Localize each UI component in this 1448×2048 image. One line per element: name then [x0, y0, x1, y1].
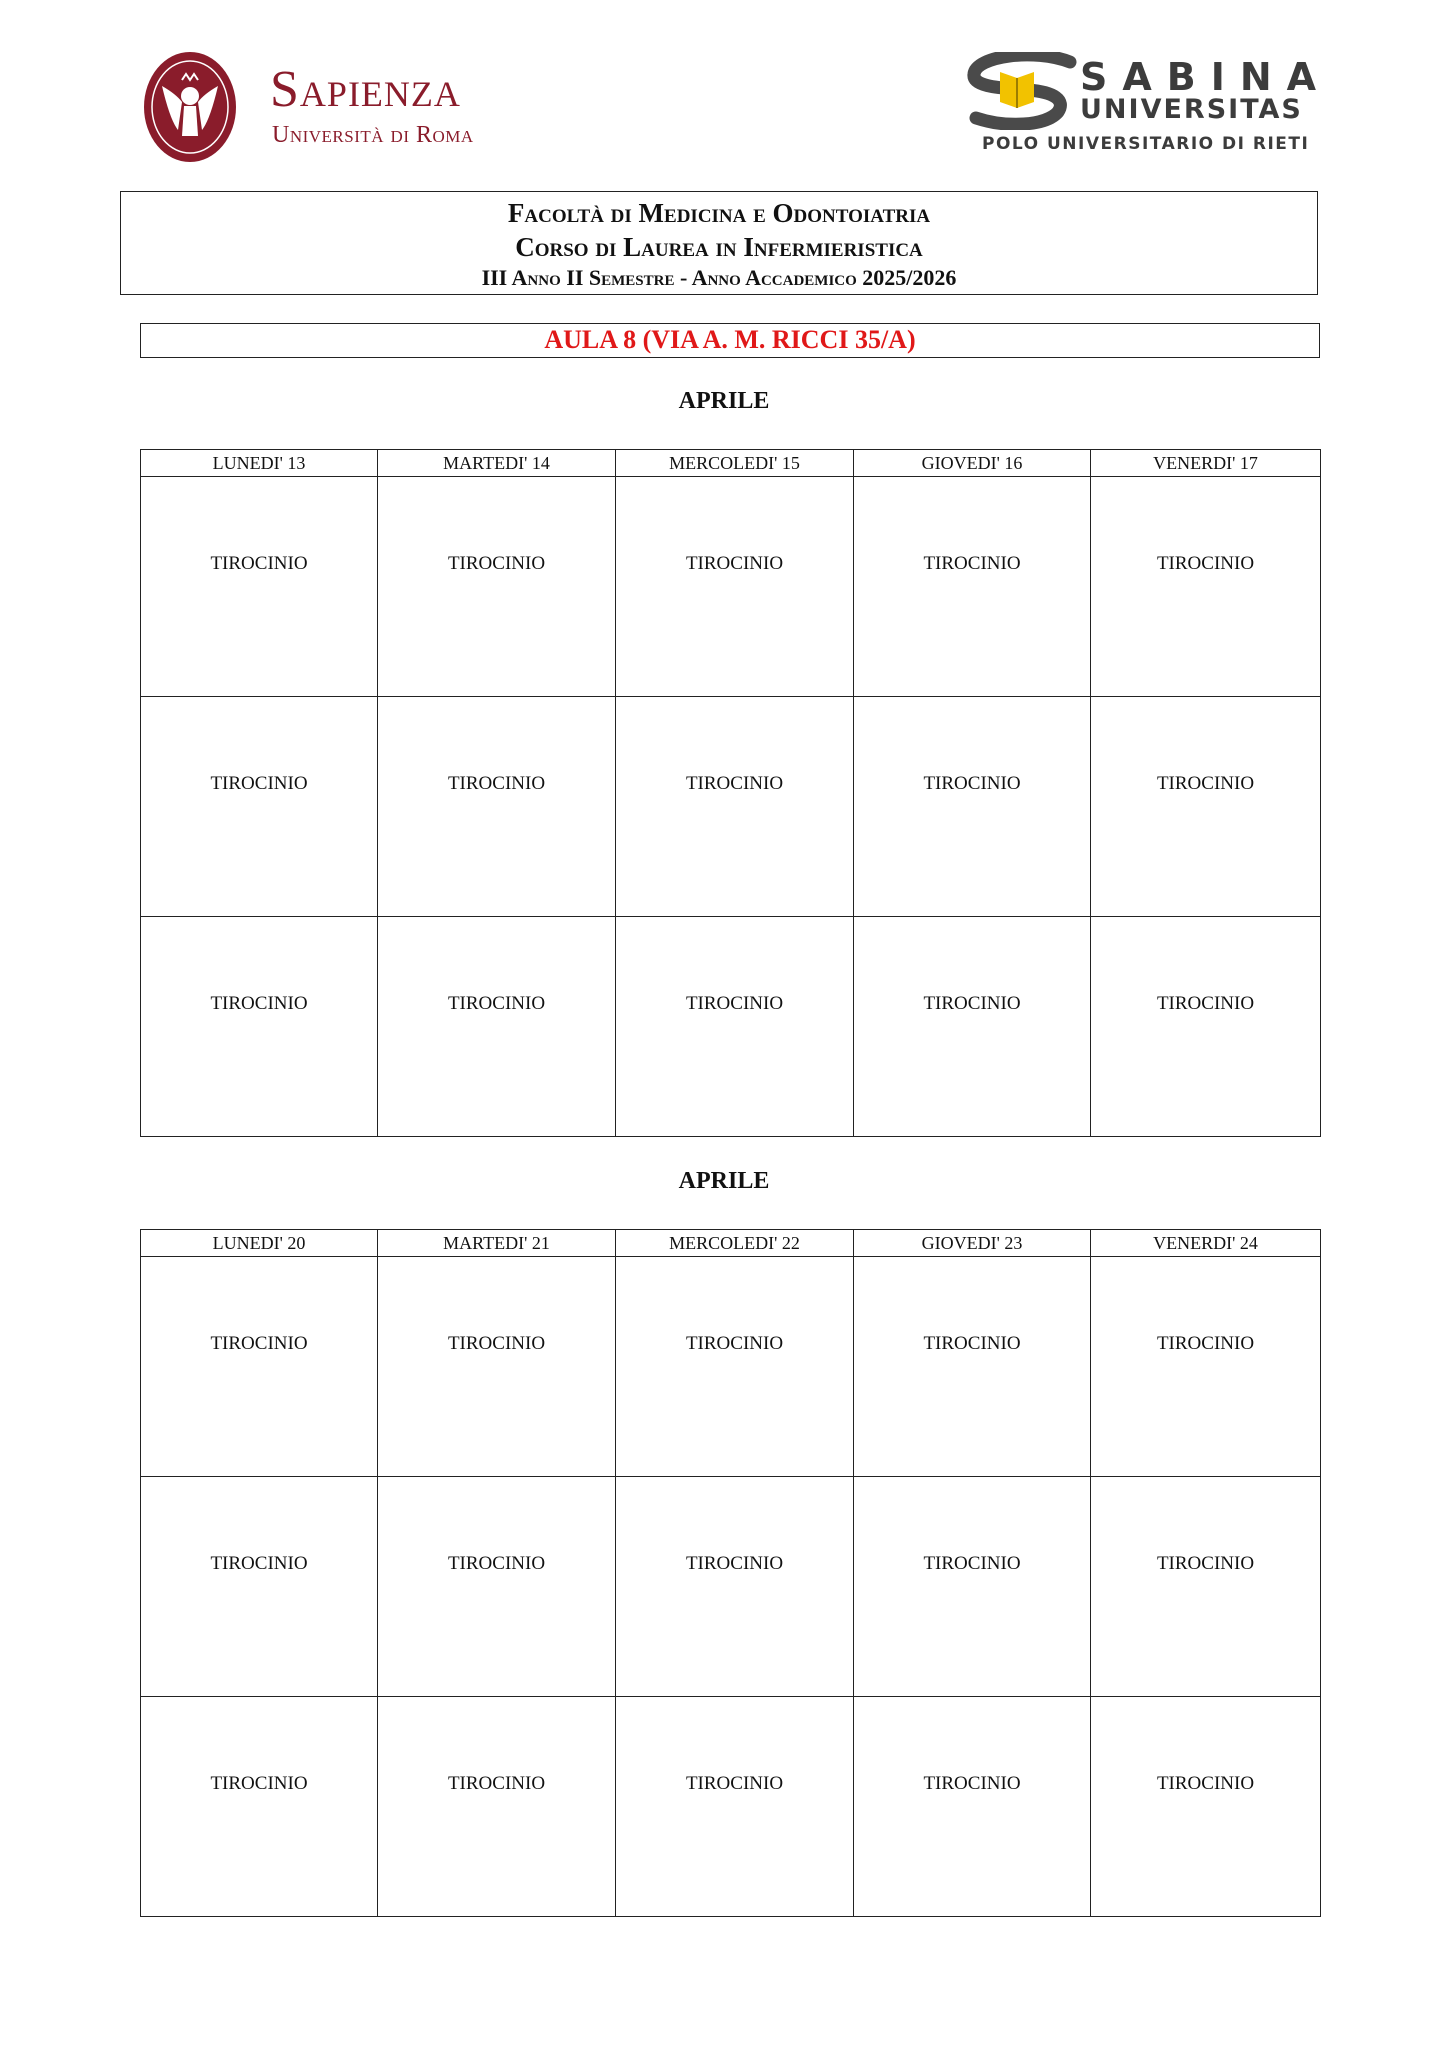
schedule-cell — [1091, 1697, 1321, 1917]
cell-text: TIROCINIO — [447, 553, 546, 574]
cell-text: TIROCINIO — [210, 1773, 308, 1794]
course-name: Corso di Laurea in Infermieristica — [515, 232, 923, 262]
schedule-cell — [1091, 1257, 1321, 1477]
schedule-cell — [141, 1697, 378, 1917]
cell-text: TIROCINIO — [210, 1553, 308, 1574]
schedule-cell — [616, 477, 854, 697]
schedule-cell — [854, 917, 1091, 1137]
cell-text: TIROCINIO — [685, 553, 784, 574]
cell-text: TIROCINIO — [923, 993, 1021, 1014]
cell-text: TIROCINIO — [923, 1773, 1021, 1794]
cell-text: TIROCINIO — [210, 773, 308, 794]
cell-text: TIROCINIO — [685, 1773, 784, 1794]
schedule-cell — [854, 1257, 1091, 1477]
table-row — [141, 697, 1321, 917]
schedule-cell — [1091, 917, 1321, 1137]
schedule-cell — [1091, 697, 1321, 917]
schedule-cell — [141, 1257, 378, 1477]
header-logos — [0, 0, 1448, 180]
table-header-row — [141, 450, 1321, 477]
cell-text: TIROCINIO — [1156, 553, 1255, 574]
schedule-cell — [616, 917, 854, 1137]
schedule-cell — [1091, 477, 1321, 697]
cell-text: TIROCINIO — [685, 993, 784, 1014]
sapienza-subtitle: Università di Roma — [272, 122, 474, 148]
table-header-row — [141, 1230, 1321, 1257]
week-table — [140, 449, 1321, 1137]
cell-text: TIROCINIO — [447, 1333, 546, 1354]
table-row — [141, 917, 1321, 1137]
cell-text: TIROCINIO — [1156, 773, 1255, 794]
cell-text: TIROCINIO — [923, 553, 1021, 574]
table-row — [141, 1477, 1321, 1697]
schedule-cell — [378, 1697, 616, 1917]
sapienza-name: Sapienza — [270, 61, 461, 118]
cell-text: TIROCINIO — [447, 993, 546, 1014]
day-header: MERCOLEDI' 15 — [616, 450, 854, 477]
cell-text: TIROCINIO — [1156, 993, 1255, 1014]
cell-text: TIROCINIO — [685, 1333, 784, 1354]
schedule-cell — [378, 1477, 616, 1697]
day-header: VENERDI' 24 — [1091, 1230, 1321, 1257]
sabina-logo — [962, 52, 1332, 162]
cell-text: TIROCINIO — [210, 553, 308, 574]
sabina-mark-icon — [962, 52, 1082, 130]
faculty-box — [120, 191, 1318, 295]
schedule-cell — [1091, 1477, 1321, 1697]
cell-text: TIROCINIO — [923, 1553, 1021, 1574]
schedule-cell — [141, 697, 378, 917]
day-header: MARTEDI' 14 — [378, 450, 616, 477]
month-title: APRILE — [678, 388, 770, 414]
day-header: MERCOLEDI' 22 — [616, 1230, 854, 1257]
day-header: VENERDI' 17 — [1091, 450, 1321, 477]
schedule-cell — [854, 1697, 1091, 1917]
cell-text: TIROCINIO — [1156, 1333, 1255, 1354]
schedule-cell — [378, 1257, 616, 1477]
day-header: LUNEDI' 13 — [141, 450, 378, 477]
sapienza-seal-icon — [142, 50, 238, 164]
schedule-cell — [616, 1257, 854, 1477]
academic-year: III Anno II Semestre - Anno Accademico 2025/2026 — [481, 265, 957, 290]
week-table — [140, 1229, 1321, 1917]
schedule-cell — [378, 917, 616, 1137]
day-header: GIOVEDI' 23 — [854, 1230, 1091, 1257]
schedule-cell — [616, 1697, 854, 1917]
schedule-cell — [616, 697, 854, 917]
schedule-cell — [141, 917, 378, 1137]
cell-text: TIROCINIO — [210, 993, 308, 1014]
schedule-cell — [378, 697, 616, 917]
sabina-universitas: UNIVERSITAS — [1080, 94, 1303, 125]
sabina-polo: POLO UNIVERSITARIO DI RIETI — [982, 134, 1310, 154]
sapienza-logo — [142, 50, 542, 170]
cell-text: TIROCINIO — [210, 1333, 308, 1354]
schedule-cell — [854, 697, 1091, 917]
month-title: APRILE — [678, 1168, 770, 1194]
cell-text: TIROCINIO — [1156, 1553, 1255, 1574]
schedule-cell — [854, 1477, 1091, 1697]
schedule-cell — [141, 1477, 378, 1697]
cell-text: TIROCINIO — [923, 773, 1021, 794]
day-header: LUNEDI' 20 — [141, 1230, 378, 1257]
schedule-cell — [141, 477, 378, 697]
cell-text: TIROCINIO — [447, 1773, 546, 1794]
cell-text: TIROCINIO — [447, 773, 546, 794]
table-row — [141, 1697, 1321, 1917]
room-label: AULA 8 (VIA A. M. RICCI 35/A) — [140, 323, 1320, 358]
sabina-name: SABINA — [1080, 55, 1332, 99]
schedule-cell — [378, 477, 616, 697]
day-header: MARTEDI' 21 — [378, 1230, 616, 1257]
schedule-cell — [616, 1477, 854, 1697]
cell-text: TIROCINIO — [923, 1333, 1021, 1354]
schedule-cell — [854, 477, 1091, 697]
cell-text: TIROCINIO — [685, 1553, 784, 1574]
cell-text: TIROCINIO — [1156, 1773, 1255, 1794]
table-row — [141, 1257, 1321, 1477]
faculty-name: Facoltà di Medicina e Odontoiatria — [507, 198, 931, 228]
cell-text: TIROCINIO — [447, 1553, 546, 1574]
cell-text: TIROCINIO — [685, 773, 784, 794]
day-header: GIOVEDI' 16 — [854, 450, 1091, 477]
table-row — [141, 477, 1321, 697]
